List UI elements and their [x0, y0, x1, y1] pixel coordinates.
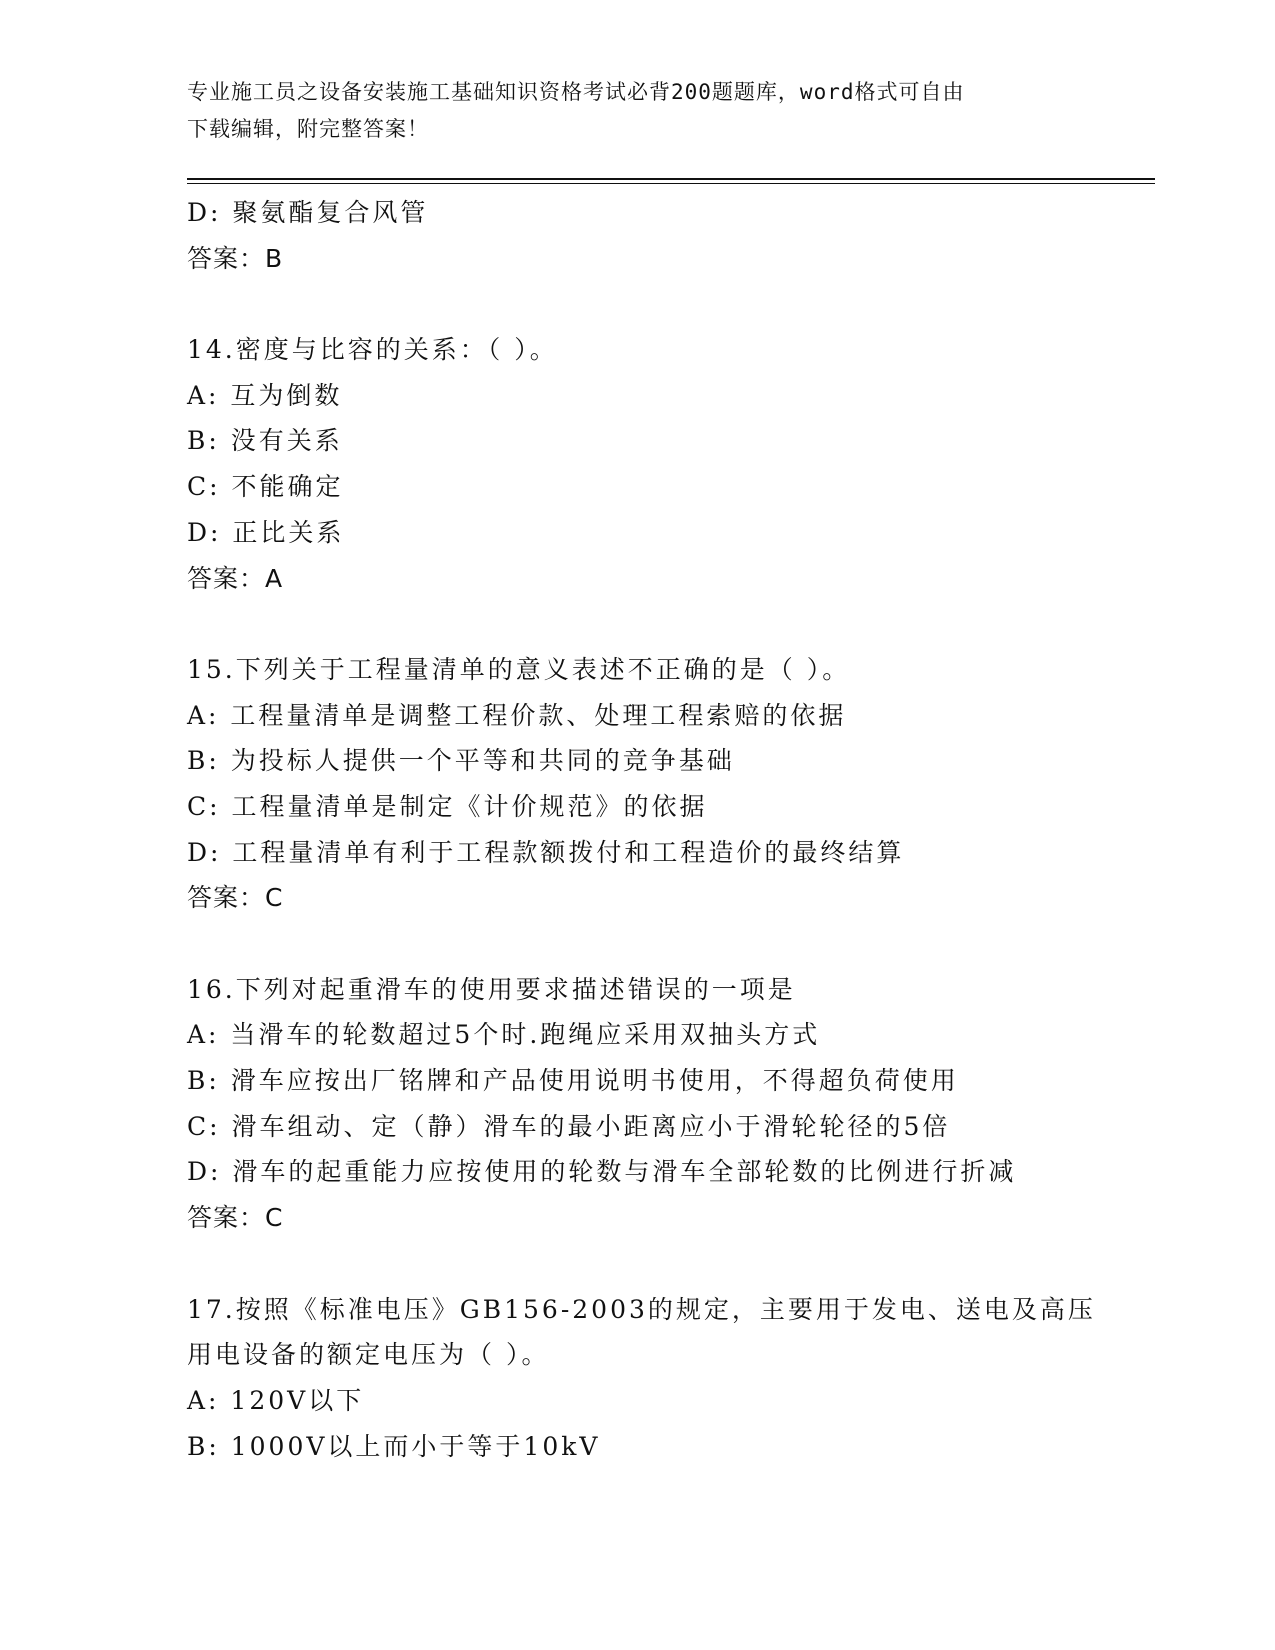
document-header [187, 74, 1087, 148]
spacer [187, 281, 1155, 327]
question-stem-continued: 用电设备的额定电压为（ ）。 [187, 1340, 550, 1370]
answer: 答案：C [187, 1203, 284, 1233]
option-c: C: 工程量清单是制定《计价规范》的依据 [187, 791, 708, 821]
option-c: C: 不能确定 [187, 472, 344, 502]
question-list [187, 190, 1155, 1469]
option-b: B: 为投标人提供一个平等和共同的竞争基础 [187, 746, 735, 776]
question-stem: 16.下列对起重滑车的使用要求描述错误的一项是 [187, 974, 796, 1004]
option-b: B: 没有关系 [187, 426, 343, 456]
option-d: D: 正比关系 [187, 517, 345, 547]
option-d: D: 工程量清单有利于工程款额拨付和工程造价的最终结算 [187, 837, 905, 867]
answer: 答案：C [187, 883, 284, 913]
option-d: D: 滑车的起重能力应按使用的轮数与滑车全部轮数的比例进行折减 [187, 1157, 1017, 1187]
question-stem: 14.密度与比容的关系：（ ）。 [187, 335, 558, 365]
spacer [187, 921, 1155, 967]
question-16 [187, 967, 1155, 1241]
header-line-1: 专业施工员之设备安装施工基础知识资格考试必背200题题库，word格式可自由 [187, 80, 965, 104]
header-divider-thin [187, 183, 1155, 184]
option-a: A: 120V以下 [187, 1385, 365, 1415]
spacer [187, 601, 1155, 647]
header-line-2: 下载编辑，附完整答案！ [187, 117, 429, 141]
question-17 [187, 1287, 1155, 1470]
question-stem: 15.下列关于工程量清单的意义表述不正确的是（ ）。 [187, 654, 851, 684]
spacer [187, 1241, 1155, 1287]
question-stem: 17.按照《标准电压》GB156-2003的规定，主要用于发电、送电及高压 [187, 1294, 1096, 1324]
option-c: C: 滑车组动、定（静）滑车的最小距离应小于滑轮轮径的5倍 [187, 1111, 951, 1141]
answer: 答案：B [187, 243, 284, 273]
question-15 [187, 647, 1155, 921]
header-divider-thick [187, 178, 1155, 180]
answer: 答案：A [187, 563, 284, 593]
option-d: D: 聚氨酯复合风管 [187, 198, 429, 227]
option-a: A: 当滑车的轮数超过5个时.跑绳应采用双抽头方式 [187, 1020, 821, 1050]
option-b: B: 滑车应按出厂铭牌和产品使用说明书使用，不得超负荷使用 [187, 1066, 959, 1096]
option-a: A: 工程量清单是调整工程价款、处理工程索赔的依据 [187, 700, 847, 730]
option-b: B: 1000V以上而小于等于10kV [187, 1431, 601, 1461]
option-a: A: 互为倒数 [187, 380, 343, 410]
question-14 [187, 327, 1155, 601]
